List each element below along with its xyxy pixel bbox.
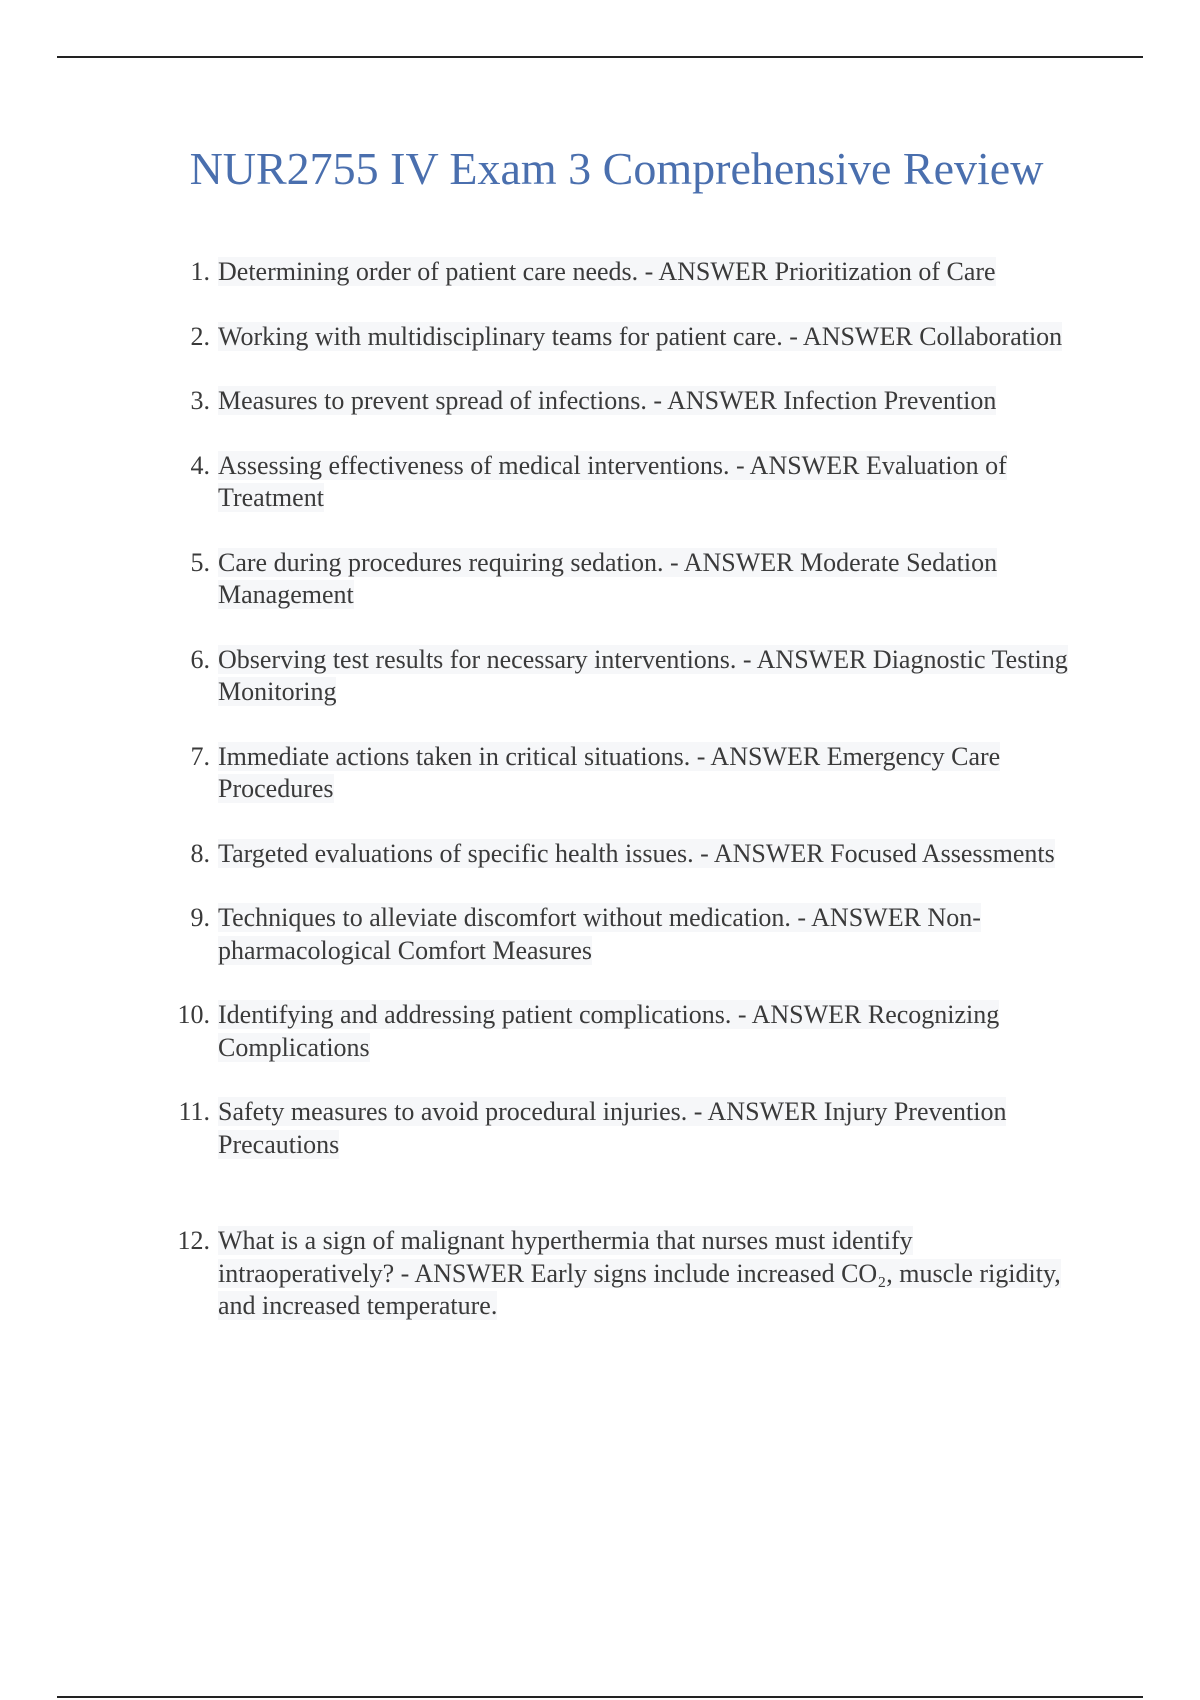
header-rule <box>57 56 1143 58</box>
list-item <box>172 1096 1092 1161</box>
item-number: 5. <box>190 547 210 577</box>
item-text: Immediate actions taken in critical situations. - ANSWER Emergency Care Procedures <box>218 741 1001 803</box>
list-item <box>172 450 1092 515</box>
qa-list <box>172 256 1092 1355</box>
item-text: What is a sign of malignant hyperthermia that nurses must identify intraoperatively? - ANSWER Early signs include increased CO₂, muscle rigidity, and increased temperature. <box>218 1226 1061 1320</box>
item-number: 11. <box>178 1097 210 1126</box>
item-text: Targeted evaluations of specific health issues. - ANSWER Focused Assessments <box>218 838 1055 868</box>
item-number: 4. <box>190 450 210 480</box>
item-number: 12. <box>177 1226 210 1255</box>
page-title: NUR2755 IV Exam 3 Comprehensive Review <box>189 143 1044 194</box>
item-number: 10. <box>177 1000 210 1029</box>
item-number: 9. <box>190 903 210 932</box>
list-item <box>172 256 1092 289</box>
footer-rule <box>57 1696 1143 1698</box>
list-item <box>172 838 1092 871</box>
item-text: Techniques to alleviate discomfort without medication. - ANSWER Non-pharmacological Comfort Measures <box>218 903 981 965</box>
item-number: 1. <box>190 257 210 286</box>
list-item <box>172 902 1092 967</box>
list-item <box>172 385 1092 418</box>
list-item <box>172 547 1092 612</box>
item-number: 7. <box>190 741 210 771</box>
item-text: Observing test results for necessary interventions. - ANSWER Diagnostic Testing Monitoring <box>218 644 1068 706</box>
item-number: 2. <box>190 321 210 351</box>
list-item <box>172 741 1092 806</box>
item-text: Determining order of patient care needs. - ANSWER Prioritization of Care <box>218 257 996 286</box>
item-text: Care during procedures requiring sedation. - ANSWER Moderate Sedation Management <box>218 547 998 609</box>
item-number: 3. <box>190 386 210 415</box>
item-text: Measures to prevent spread of infections. - ANSWER Infection Prevention <box>218 386 997 415</box>
list-item <box>172 321 1092 354</box>
item-number: 8. <box>190 838 210 868</box>
item-text: Identifying and addressing patient complications. - ANSWER Recognizing Complications <box>218 1000 1000 1062</box>
list-item <box>172 644 1092 709</box>
item-text: Working with multidisciplinary teams for patient care. - ANSWER Collaboration <box>218 321 1063 351</box>
item-number: 6. <box>190 644 210 674</box>
item-text: Assessing effectiveness of medical interventions. - ANSWER Evaluation of Treatment <box>218 450 1007 512</box>
list-item <box>172 1225 1092 1323</box>
item-text: Safety measures to avoid procedural injuries. - ANSWER Injury Prevention Precautions <box>218 1097 1007 1159</box>
list-item <box>172 999 1092 1064</box>
